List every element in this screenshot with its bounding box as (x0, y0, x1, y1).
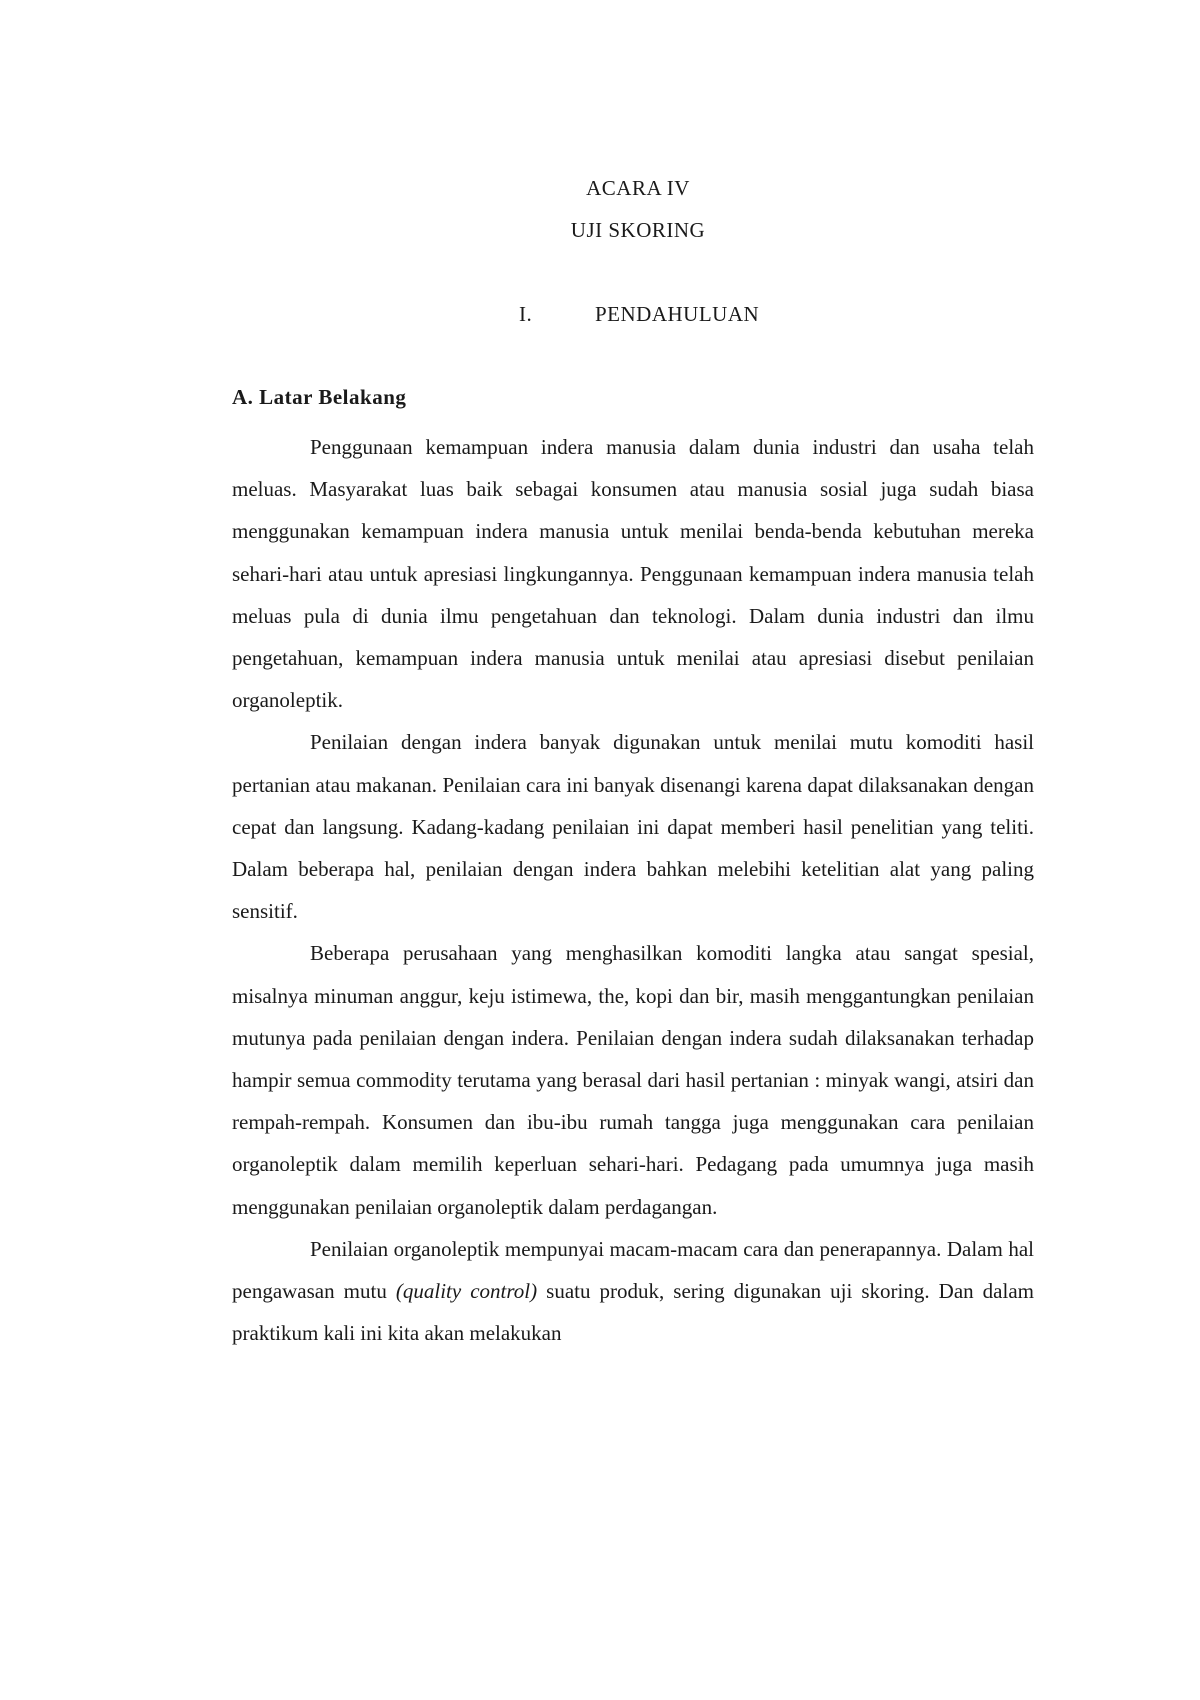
paragraph (232, 1228, 1034, 1355)
italic-term: (quality control) (395, 1279, 538, 1304)
paragraph: Beberapa perusahaan yang menghasilkan komoditi langka atau sangat spesial, misalnya minuman anggur, keju istimewa, the, kopi dan bir, masih menggantungkan penilaian mutunya pada penilaian dengan indera. Penilaian dengan indera sudah dilaksanakan terhadap hampir semua commodity terutama yang berasal dari hasil pertanian : minyak wangi, atsiri dan rempah-rempah. Konsumen dan ibu-ibu rumah tangga juga menggunakan cara penilaian organoleptik dalam memilih keperluan sehari-hari. Pedagang pada umumnya juga masih menggunakan penilaian organoleptik dalam perdagangan. (232, 941, 1034, 1219)
section-number: I. (519, 302, 533, 326)
paragraph-text: Penilaian organoleptik mempunyai macam-macam cara dan penerapannya. Dalam hal pengawasan mutu (232, 1236, 1034, 1304)
document-subtitle: UJI SKORING (570, 218, 706, 242)
section-title: PENDAHULUAN (595, 302, 760, 326)
paragraph: Penggunaan kemampuan indera manusia dalam dunia industri dan usaha telah meluas. Masyarakat luas baik sebagai konsumen atau manusia sosial juga sudah biasa menggunakan kemampuan indera manusia untuk menilai benda-benda kebutuhan mereka sehari-hari atau untuk apresiasi lingkungannya. Penggunaan kemampuan indera manusia telah meluas pula di dunia ilmu pengetahuan dan teknologi. Dalam dunia industri dan ilmu pengetahuan, kemampuan indera manusia untuk menilai atau apresiasi disebut penilaian organoleptik. (232, 435, 1034, 713)
subsection-heading: A. Latar Belakang (232, 385, 407, 409)
paragraph-text: suatu produk, sering digunakan uji skoring. Dan dalam praktikum kali ini kita akan melakukan (232, 1279, 1034, 1346)
body-text (232, 426, 1034, 1354)
paragraph: Penilaian dengan indera banyak digunakan untuk menilai mutu komoditi hasil pertanian atau makanan. Penilaian cara ini banyak disenangi karena dapat dilaksanakan dengan cepat dan langsung. Kadang-kadang penilaian ini dapat memberi hasil penelitian yang teliti. Dalam beberapa hal, penilaian dengan indera bahkan melebihi ketelitian alat yang paling sensitif. (232, 730, 1034, 924)
document-title: ACARA IV (586, 176, 690, 200)
